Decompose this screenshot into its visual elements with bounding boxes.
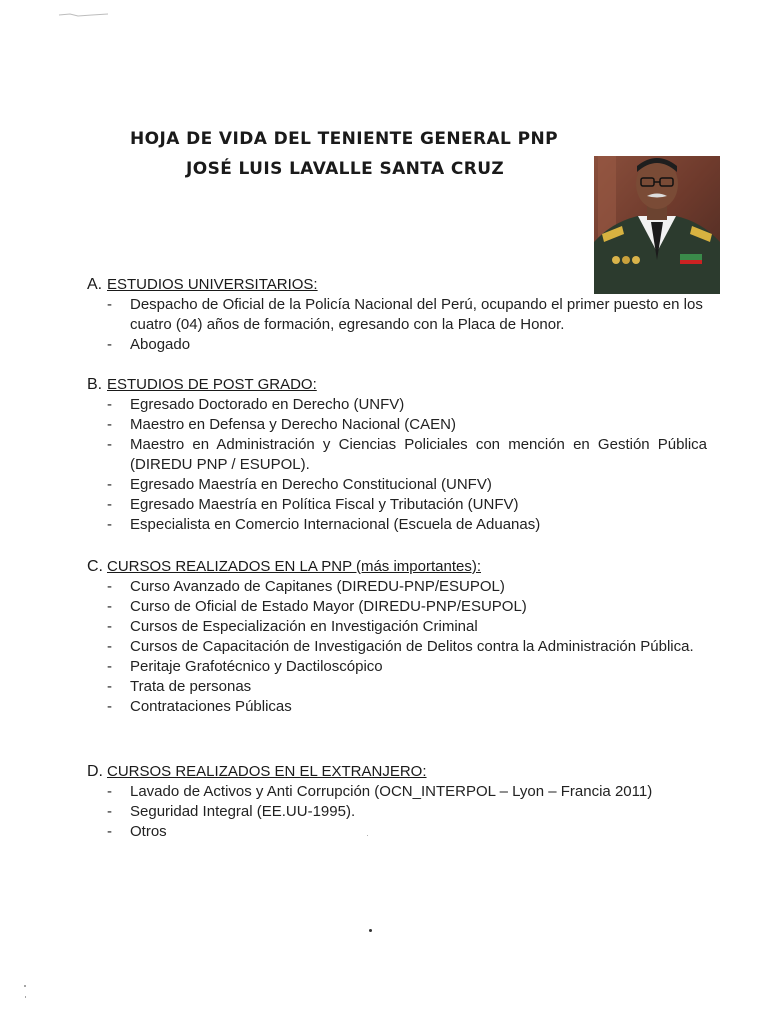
item-list <box>87 782 707 842</box>
list-item: - Despacho de Oficial de la Policía Nacional del Perú, ocupando el primer puesto en los cuatro (04) años de formación, egresando con la Placa de Honor. <box>107 296 703 333</box>
document-title-line1: HOJA DE VIDA DEL TENIENTE GENERAL PNP <box>130 129 558 149</box>
list-item: - Cursos de Capacitación de Investigación de Delitos contra la Administración Pública. <box>107 638 694 655</box>
list-item: - Trata de personas <box>107 678 252 695</box>
scan-speck <box>25 996 26 998</box>
list-item: - Especialista en Comercio Internacional (Escuela de Aduanas) <box>107 516 541 533</box>
list-item: - Peritaje Grafotécnico y Dactiloscópico <box>107 658 383 675</box>
list-item: - Maestro en Defensa y Derecho Nacional (CAEN) <box>107 416 456 433</box>
section-heading <box>87 762 707 782</box>
section-letter: D. <box>87 763 103 780</box>
section-cursos-extranjero <box>87 762 707 842</box>
list-item: - Lavado de Activos y Anti Corrupción (OCN_INTERPOL – Lyon – Francia 2011) <box>107 783 653 800</box>
section-estudios-post-grado <box>87 375 707 535</box>
section-letter: A. <box>87 276 103 293</box>
scan-speck <box>24 985 26 987</box>
section-heading <box>87 375 707 395</box>
section-cursos-pnp <box>87 557 707 717</box>
item-list <box>87 577 707 717</box>
list-item: - Curso Avanzado de Capitanes (DIREDU-PNP/ESUPOL) <box>107 578 505 595</box>
list-item: - Curso de Oficial de Estado Mayor (DIREDU-PNP/ESUPOL) <box>107 598 527 615</box>
list-item: - Otros <box>107 823 167 840</box>
list-item: - Egresado Maestría en Política Fiscal y Tributación (UNFV) <box>107 496 519 513</box>
list-item: - Cursos de Especialización en Investigación Criminal <box>107 618 478 635</box>
section-title: CURSOS REALIZADOS EN LA PNP (más importantes): <box>107 558 481 575</box>
list-item: - Contrataciones Públicas <box>107 698 292 715</box>
list-item: - Maestro en Administración y Ciencias Policiales con mención en Gestión Pública (DIREDU PNP / ESUPOL). <box>107 436 707 473</box>
document-title-line2: JOSÉ LUIS LAVALLE SANTA CRUZ <box>186 159 505 179</box>
list-item: - Egresado Maestría en Derecho Constitucional (UNFV) <box>107 476 492 493</box>
section-heading <box>87 275 707 295</box>
section-heading <box>87 557 707 577</box>
section-title: ESTUDIOS DE POST GRADO: <box>107 376 317 393</box>
scan-mark <box>58 12 110 18</box>
list-item: - Abogado <box>107 336 191 353</box>
scan-speck <box>367 835 368 836</box>
section-letter: C. <box>87 558 103 575</box>
portrait-photo <box>594 156 720 294</box>
item-list <box>87 295 707 355</box>
section-letter: B. <box>87 376 103 393</box>
section-estudios-universitarios <box>87 275 707 355</box>
section-title: CURSOS REALIZADOS EN EL EXTRANJERO: <box>107 763 427 780</box>
list-item: - Egresado Doctorado en Derecho (UNFV) <box>107 396 405 413</box>
list-item: - Seguridad Integral (EE.UU-1995). <box>107 803 356 820</box>
section-title: ESTUDIOS UNIVERSITARIOS: <box>107 276 318 293</box>
scan-speck <box>369 929 372 932</box>
item-list <box>87 395 707 535</box>
